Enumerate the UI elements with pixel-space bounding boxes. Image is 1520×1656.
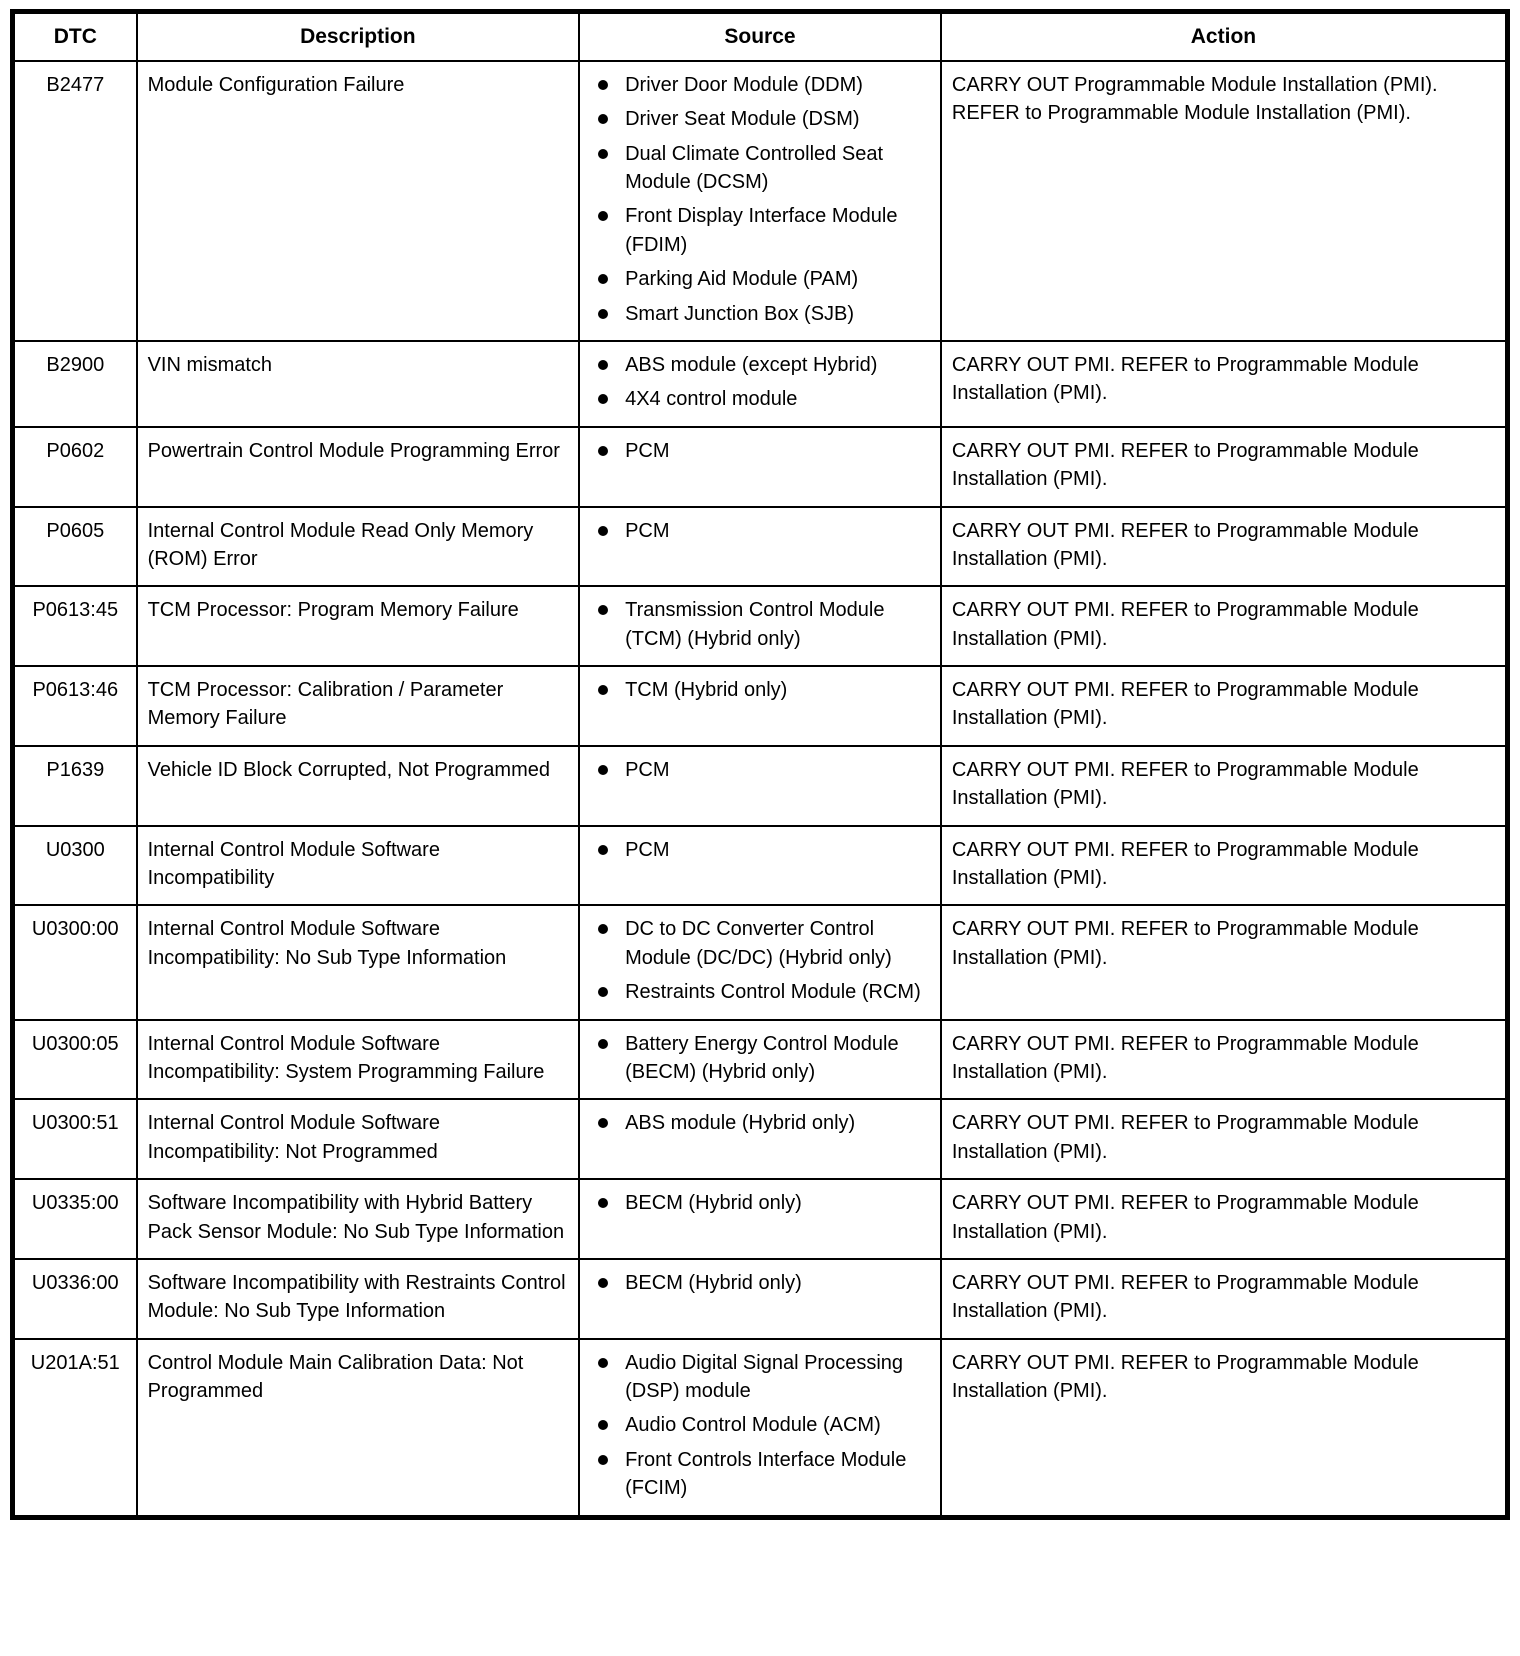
source-cell xyxy=(579,905,941,1019)
table-row xyxy=(13,586,1508,666)
source-cell xyxy=(579,666,941,746)
dtc-cell: U0300:51 xyxy=(13,1099,137,1179)
source-item xyxy=(586,385,930,413)
source-item-text: DC to DC Converter Control Module (DC/DC) (Hybrid only) xyxy=(625,918,892,969)
source-item-text: BECM (Hybrid only) xyxy=(625,1271,802,1294)
source-list xyxy=(586,596,930,653)
table-row xyxy=(13,666,1508,746)
action-cell: CARRY OUT PMI. REFER to Programmable Module Installation (PMI). xyxy=(941,1099,1508,1179)
description-cell: Control Module Main Calibration Data: Not Programmed xyxy=(137,1339,580,1517)
source-cell xyxy=(579,61,941,341)
dtc-cell: U201A:51 xyxy=(13,1339,137,1517)
source-list xyxy=(586,1189,930,1217)
table-row xyxy=(13,905,1508,1019)
action-cell: CARRY OUT PMI. REFER to Programmable Module Installation (PMI). xyxy=(941,341,1508,427)
source-item-text: Restraints Control Module (RCM) xyxy=(625,981,921,1004)
source-item-text: Transmission Control Module (TCM) (Hybrid only) xyxy=(625,599,885,650)
table-header xyxy=(13,12,1508,61)
header-row xyxy=(13,12,1508,61)
source-item-text: Front Display Interface Module (FDIM) xyxy=(625,205,898,256)
bullet-icon xyxy=(598,149,608,159)
source-item xyxy=(586,437,930,465)
description-cell: Software Incompatibility with Restraints Control Module: No Sub Type Information xyxy=(137,1259,580,1339)
action-cell: CARRY OUT PMI. REFER to Programmable Module Installation (PMI). xyxy=(941,1179,1508,1259)
action-cell: CARRY OUT PMI. REFER to Programmable Module Installation (PMI). xyxy=(941,1259,1508,1339)
source-item-text: TCM (Hybrid only) xyxy=(625,679,788,702)
dtc-cell: P0613:45 xyxy=(13,586,137,666)
source-item-text: Driver Door Module (DDM) xyxy=(625,73,863,96)
source-item xyxy=(586,1109,930,1137)
bullet-icon xyxy=(598,845,608,855)
dtc-cell: P0613:46 xyxy=(13,666,137,746)
source-list xyxy=(586,756,930,784)
source-list xyxy=(586,836,930,864)
bullet-icon xyxy=(598,987,608,997)
action-cell: CARRY OUT PMI. REFER to Programmable Module Installation (PMI). xyxy=(941,507,1508,587)
source-item-text: Front Controls Interface Module (FCIM) xyxy=(625,1448,907,1500)
bullet-icon xyxy=(598,80,608,90)
action-cell: CARRY OUT PMI. REFER to Programmable Module Installation (PMI). xyxy=(941,666,1508,746)
bullet-icon xyxy=(598,309,608,319)
source-list xyxy=(586,1269,930,1297)
action-cell: CARRY OUT PMI. REFER to Programmable Module Installation (PMI). xyxy=(941,905,1508,1019)
source-item xyxy=(586,1411,930,1439)
bullet-icon xyxy=(598,1118,608,1128)
table-row xyxy=(13,1020,1508,1100)
action-cell: CARRY OUT PMI. REFER to Programmable Module Installation (PMI). xyxy=(941,1020,1508,1100)
source-cell xyxy=(579,341,941,427)
source-item xyxy=(586,265,930,293)
bullet-icon xyxy=(598,394,608,404)
source-item-text: ABS module (Hybrid only) xyxy=(625,1112,856,1135)
source-cell xyxy=(579,1020,941,1100)
description-cell: Internal Control Module Software Incompatibility: No Sub Type Information xyxy=(137,905,580,1019)
description-cell: TCM Processor: Calibration / Parameter Memory Failure xyxy=(137,666,580,746)
header-action: Action xyxy=(941,12,1508,61)
source-item xyxy=(586,1446,930,1503)
source-item-text: BECM (Hybrid only) xyxy=(625,1192,802,1215)
source-item xyxy=(586,836,930,864)
source-list xyxy=(586,71,930,328)
source-item xyxy=(586,1349,930,1406)
source-item-text: Battery Energy Control Module (BECM) (Hybrid only) xyxy=(625,1032,899,1083)
table-row xyxy=(13,507,1508,587)
bullet-icon xyxy=(598,765,608,775)
source-item-text: Smart Junction Box (SJB) xyxy=(625,302,855,325)
action-cell: CARRY OUT PMI. REFER to Programmable Module Installation (PMI). xyxy=(941,746,1508,826)
table-row xyxy=(13,1179,1508,1259)
bullet-icon xyxy=(598,114,608,124)
dtc-cell: U0300:00 xyxy=(13,905,137,1019)
source-item xyxy=(586,71,930,99)
description-cell: Powertrain Control Module Programming Error xyxy=(137,427,580,507)
dtc-cell: P0605 xyxy=(13,507,137,587)
source-list xyxy=(586,437,930,465)
source-item-text: Audio Digital Signal Processing (DSP) module xyxy=(625,1351,904,1403)
source-item-text: PCM xyxy=(625,838,670,861)
source-item xyxy=(586,756,930,784)
bullet-icon xyxy=(598,211,608,221)
source-item xyxy=(586,915,930,972)
action-cell: CARRY OUT PMI. REFER to Programmable Module Installation (PMI). xyxy=(941,586,1508,666)
source-item xyxy=(586,1269,930,1297)
source-cell xyxy=(579,1339,941,1517)
dtc-cell: U0300:05 xyxy=(13,1020,137,1100)
source-item xyxy=(586,300,930,328)
action-cell: CARRY OUT PMI. REFER to Programmable Module Installation (PMI). xyxy=(941,826,1508,906)
bullet-icon xyxy=(598,1420,608,1430)
dtc-cell: B2477 xyxy=(13,61,137,341)
source-item-text: PCM xyxy=(625,519,670,542)
source-item xyxy=(586,202,930,259)
bullet-icon xyxy=(598,274,608,284)
dtc-cell: U0336:00 xyxy=(13,1259,137,1339)
bullet-icon xyxy=(598,1358,608,1368)
header-dtc: DTC xyxy=(13,12,137,61)
source-cell xyxy=(579,1099,941,1179)
action-cell: CARRY OUT PMI. REFER to Programmable Module Installation (PMI). xyxy=(941,427,1508,507)
dtc-cell: U0335:00 xyxy=(13,1179,137,1259)
source-item xyxy=(586,517,930,545)
dtc-table-body xyxy=(13,61,1508,1517)
source-list xyxy=(586,1349,930,1503)
header-description: Description xyxy=(137,12,580,61)
source-cell xyxy=(579,427,941,507)
description-cell: Vehicle ID Block Corrupted, Not Programmed xyxy=(137,746,580,826)
table-row xyxy=(13,61,1508,341)
bullet-icon xyxy=(598,1455,608,1465)
source-list xyxy=(586,1030,930,1087)
table-row xyxy=(13,427,1508,507)
description-cell: Internal Control Module Software Incompatibility: Not Programmed xyxy=(137,1099,580,1179)
source-list xyxy=(586,517,930,545)
source-item-text: Dual Climate Controlled Seat Module (DCSM) xyxy=(625,142,883,193)
source-cell xyxy=(579,586,941,666)
description-cell: Module Configuration Failure xyxy=(137,61,580,341)
dtc-cell: P0602 xyxy=(13,427,137,507)
bullet-icon xyxy=(598,446,608,456)
table-row xyxy=(13,1099,1508,1179)
table-row xyxy=(13,746,1508,826)
action-cell: CARRY OUT PMI. REFER to Programmable Module Installation (PMI). xyxy=(941,1339,1508,1517)
description-cell: Internal Control Module Read Only Memory (ROM) Error xyxy=(137,507,580,587)
source-list xyxy=(586,351,930,414)
source-item-text: 4X4 control module xyxy=(625,388,798,411)
table-row xyxy=(13,1339,1508,1517)
bullet-icon xyxy=(598,1198,608,1208)
dtc-cell: U0300 xyxy=(13,826,137,906)
table-row xyxy=(13,1259,1508,1339)
bullet-icon xyxy=(598,1278,608,1288)
source-item xyxy=(586,978,930,1006)
bullet-icon xyxy=(598,605,608,615)
header-source: Source xyxy=(579,12,941,61)
description-cell: Software Incompatibility with Hybrid Battery Pack Sensor Module: No Sub Type Information xyxy=(137,1179,580,1259)
source-cell xyxy=(579,1259,941,1339)
bullet-icon xyxy=(598,685,608,695)
source-cell xyxy=(579,507,941,587)
source-list xyxy=(586,1109,930,1137)
source-item xyxy=(586,105,930,133)
source-cell xyxy=(579,746,941,826)
source-cell xyxy=(579,826,941,906)
description-cell: TCM Processor: Program Memory Failure xyxy=(137,586,580,666)
bullet-icon xyxy=(598,360,608,370)
source-list xyxy=(586,676,930,704)
source-item-text: PCM xyxy=(625,758,670,781)
bullet-icon xyxy=(598,1039,608,1049)
bullet-icon xyxy=(598,526,608,536)
action-cell: CARRY OUT Programmable Module Installation (PMI). REFER to Programmable Module Installation (PMI). xyxy=(941,61,1508,341)
source-list xyxy=(586,915,930,1006)
description-cell: Internal Control Module Software Incompatibility xyxy=(137,826,580,906)
source-item xyxy=(586,1030,930,1087)
table-row xyxy=(13,341,1508,427)
source-item xyxy=(586,596,930,653)
dtc-cell: B2900 xyxy=(13,341,137,427)
source-item-text: ABS module (except Hybrid) xyxy=(625,353,878,376)
description-cell: VIN mismatch xyxy=(137,341,580,427)
bullet-icon xyxy=(598,924,608,934)
dtc-cell: P1639 xyxy=(13,746,137,826)
source-item-text: Audio Control Module (ACM) xyxy=(625,1414,881,1437)
source-item-text: Driver Seat Module (DSM) xyxy=(625,108,860,131)
source-item-text: Parking Aid Module (PAM) xyxy=(625,268,859,291)
description-cell: Internal Control Module Software Incompatibility: System Programming Failure xyxy=(137,1020,580,1100)
source-cell xyxy=(579,1179,941,1259)
source-item xyxy=(586,676,930,704)
table-row xyxy=(13,826,1508,906)
source-item xyxy=(586,351,930,379)
dtc-table xyxy=(10,9,1510,1520)
source-item-text: PCM xyxy=(625,439,670,462)
source-item xyxy=(586,140,930,197)
source-item xyxy=(586,1189,930,1217)
